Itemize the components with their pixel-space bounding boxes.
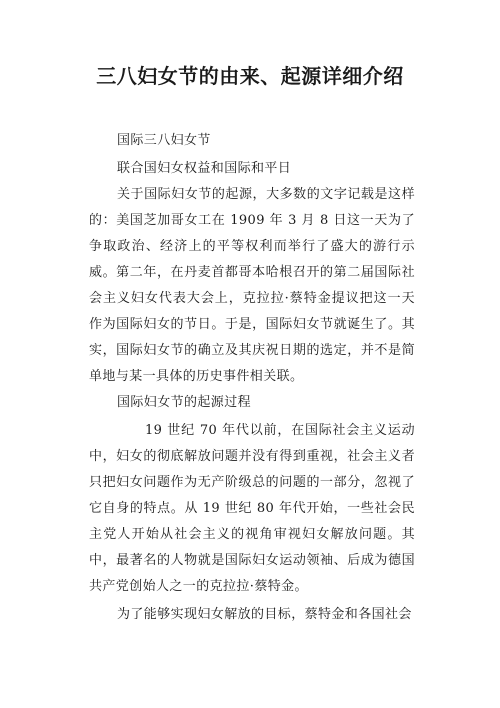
paragraph-heading-womens-day: 国际三八妇女节 bbox=[117, 133, 211, 148]
document-title: 三八妇女节的由来、起源详细介绍 bbox=[96, 64, 404, 88]
paragraph-origin: 关于国际妇女节的起源，大多数的文字记载是这样的：美国芝加哥女工在 1909 年 3 月 8 日这一天为了争取政治、经济上的平等权利而举行了盛大的游行示威。第二年，在丹麦首都哥本哈根召开的第二届国际社会主义妇女代表大会上，克拉拉·蔡特金提议把这一天作为国际妇女的节日。于是，国际妇女节就诞生了。其实，国际妇女节的确立及其庆祝日期的选定，并不是简单地与某一具体的历史事件相关联。 bbox=[89, 187, 415, 384]
paragraph-continuation: 为了能够实现妇女解放的目标，蔡特金和各国社会 bbox=[117, 607, 412, 622]
paragraph-subtitle: 联合国妇女权益和国际和平日 bbox=[117, 161, 292, 176]
paragraph-section-heading: 国际妇女节的起源过程 bbox=[117, 395, 252, 410]
paragraph-history: 19 世纪 70 年代以前，在国际社会主义运动中，妇女的彻底解放问题并没有得到重视，社会主义者只把妇女问题作为无产阶级总的问题的一部分，忽视了它自身的特点。从 19 世纪 80 年代开始，一些社会民主党人开始从社会主义的视角审视妇女解放问题。其中，最著名的人物就是国际妇女运动领袖、后成为德国共产党创始人之一的克拉拉·蔡特金。 bbox=[89, 423, 415, 594]
document-body bbox=[89, 128, 415, 628]
